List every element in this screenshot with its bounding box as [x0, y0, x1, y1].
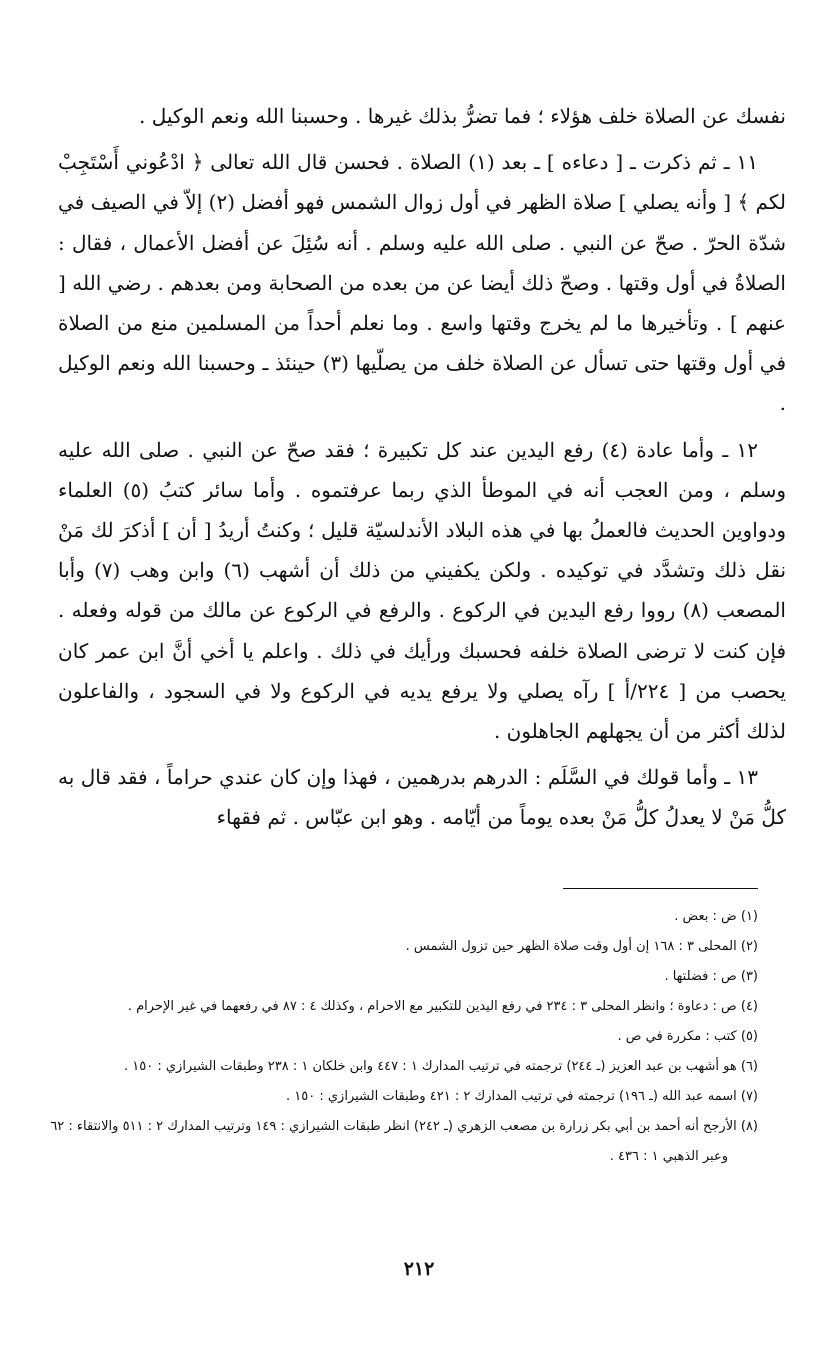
- page-number: ٢١٢: [403, 1258, 435, 1280]
- footnote-divider: [563, 888, 758, 889]
- paragraph-11: ١١ ـ ثم ذكرت ـ [ دعاءه ] ـ بعد (١) الصلاة . فحسن قال الله تعالى ﴿ ادْعُوني أَسْتَجِبْ لكم ﴾ [ وأنه يصلي ] صلاة الظهر في أول زوال الشمس فهو أفضل (٢) إلاّ في الصيف في شدّة الحرّ . صحّ عن النبي . صلى الله عليه وسلم . أنه سُئِلَ عن أفضل الأعمال ، فقال : الصلاةُ في أول وقتها . وصحّ ذلك أيضا عن من بعده من الصحابة ومن بعدهم . رضي الله [ عنهم ] . وتأخيرها ما لم يخرج وقتها واسع . وما نعلم أحداً من المسلمين منع من الصلاة في أول وقتها حتى تسأل عن الصلاة خلف من يصلّيها (٣) حينئذ ـ وحسبنا الله ونعم الوكيل .: [58, 150, 787, 416]
- footnote-7: (٧) اسمه عبد الله (ـ ١٩٦) ترجمته في ترتيب المدارك ٢ : ٤٢١ وطبقات الشيرازي : ١٥٠ .: [286, 1089, 758, 1104]
- footnotes: [48, 902, 758, 1172]
- footnote-6: (٦) هو أشهب بن عبد العزيز (ـ ٢٤٤) ترجمته في ترتيب المدارك ١ : ٤٤٧ وابن خلكان ١ : ٢٣٨ وطبقات الشيرازي : ١٥٠ .: [124, 1059, 758, 1074]
- footnote-8: (٨) الأرجح أنه أحمد بن أبي بكر زرارة بن مصعب الزهري (ـ ٢٤٢) انظر طبقات الشيرازي : ١٤٩ وترتيب المدارك ٢ : ٥١١ والانتقاء : ٦٢ وعبر الذهبي ١ : ٤٣٦ .: [50, 1119, 758, 1164]
- main-text: [58, 96, 786, 844]
- footnote-3: (٣) ص : فضلتها .: [664, 969, 758, 984]
- paragraph-continuation: نفسك عن الصلاة خلف هؤلاء ؛ فما تضرُّ بذلك غيرها . وحسبنا الله ونعم الوكيل .: [139, 104, 786, 128]
- paragraph-13: ١٣ ـ وأما قولك في السَّلَم : الدرهم بدرهمين ، فهذا وإن كان عندي حراماً ، فقد قال به كلُّ مَنْ لا يعدلُ كلُّ مَنْ بعده يوماً من أيّامه . وهو ابن عبّاس . ثم فقهاء: [58, 765, 786, 830]
- footnote-2: (٢) المحلى ٣ : ١٦٨ إن أول وقت صلاة الظهر حين تزول الشمس .: [405, 939, 758, 954]
- footnote-1: (١) ض : بعض .: [674, 909, 758, 924]
- paragraph-12: ١٢ ـ وأما عادة (٤) رفع اليدين عند كل تكبيرة ؛ فقد صحّ عن النبي . صلى الله عليه وسلم ، ومن العجب أنه في الموطأ الذي ربما عرفتموه . وأما سائر كتبُ (٥) العلماء ودواوين الحديث فالعملُ بها في هذه البلاد الأندلسيّة قليل ؛ وكنتُ أريدُ [ أن ] أذكرَ لك مَنْ نقل ذلك وتشدَّد في توكيده . ولكن يكفيني من ذلك أن أشهب (٦) وابن وهب (٧) وأبا المصعب (٨) رووا رفع اليدين في الركوع . والرفع في الركوع عن مالك من قوله وفعله . فإن كنت لا ترضى الصلاة خلفه فحسبك ورأيك في ذلك . واعلم يا أخي أنَّ ابن عمر كان يحصب من [ ٢٢٤/أ ] رآه يصلي ولا يرفع يديه في الركوع ولا في السجود ، والفاعلون لذلك أكثر من أن يجهلهم الجاهلون .: [58, 437, 787, 744]
- footnote-5: (٥) كتب : مكررة في ص .: [617, 1029, 758, 1044]
- footnote-4: (٤) ص : دعاوة ؛ وانظر المحلى ٣ : ٢٣٤ في رفع اليدين للتكبير مع الاحرام ، وكذلك ٤ : ٨٧ في رفعهما في غير الإحرام .: [127, 999, 758, 1014]
